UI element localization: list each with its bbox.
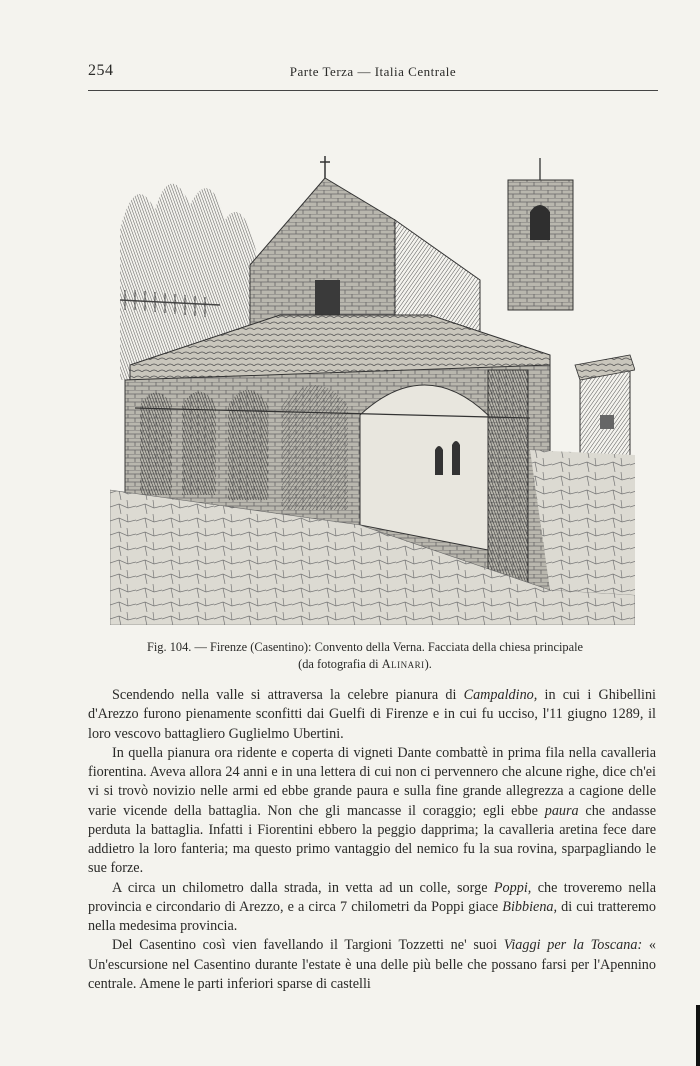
paragraph-2-text-b: che andasse perduta la battaglia. Infatti i Fiorentini ebbero la peggio dapprima; la cavalleria aretina fece dare addietro la loro fanteria; ma questo primo vantaggio del nemico fu la sua rovina, sparpagliando le sue forze. — [88, 802, 656, 877]
page-number: 254 — [88, 62, 114, 79]
figure-engraving-church-facade — [110, 150, 635, 625]
running-title: Parte Terza — Italia Centrale — [289, 64, 457, 79]
paragraph-1-text-a: Scendendo nella valle si attraversa la celebre pianura di — [112, 687, 464, 703]
paragraph-4 — [88, 936, 656, 994]
place-campaldino: Campaldino, — [463, 687, 538, 703]
caption-credit: Alinari — [381, 657, 425, 671]
header-rule — [88, 90, 658, 91]
engraving-illustration — [110, 150, 635, 625]
caption-source-prefix: (da fotografia di — [298, 657, 382, 671]
page-edge-shadow — [696, 1005, 700, 1066]
paragraph-1-text-b: in cui i Ghibellini d'Arezzo furono pienamente sconfitti dai Guelfi di Firenze e in cui fu ucciso, l'11 giugno 1289, il loro vescovo battagliero Guglielmo Ubertini. — [88, 687, 656, 742]
running-header — [88, 62, 658, 84]
paragraph-1 — [88, 686, 656, 744]
caption-source-suffix: ). — [424, 657, 432, 671]
paragraph-3-text-a: A circa un chilometro dalla strada, in vetta ad un colle, sorge — [112, 879, 494, 896]
paragraph-3-text-c: di cui tratteremo nella medesima provincia. — [88, 898, 656, 934]
paragraph-4-text-b: « Un'escursione nel Casentino durante l'estate è una delle più belle che possano farsi per l'Apennino centrale. Amene le parti inferiori sparse di castelli — [88, 937, 656, 992]
book-title-viaggi: Viaggi per la Toscana: — [503, 937, 643, 954]
paragraph-3 — [88, 879, 656, 937]
caption-line-2 — [60, 656, 670, 673]
paragraph-2-text-a: In quella pianura ora ridente e coperta di vigneti Dante combattè in prima fila nella cavalleria fiorentina. Aveva allora 24 anni e in una lettera di cui non ci pervennero che alcune righe, dice ch'ei vi si trovò novizio nelle armi ed ebbe grande paura e sulla fine grande allegrezza a cagione delle varie vicende della battaglia. Non che gli mancasse il coraggio; egli ebbe — [88, 744, 656, 819]
paragraph-3-text-b: che troveremo nella provincia e circondario di Arezzo, e a circa 7 chilometri da Poppi giace — [88, 879, 656, 915]
figure-caption — [60, 639, 670, 673]
paragraph-2 — [88, 744, 656, 879]
caption-line-1: Fig. 104. — Firenze (Casentino): Convento della Verna. Facciata della chiesa principale — [146, 640, 584, 654]
body-text — [88, 686, 656, 994]
place-bibbiena: Bibbiena, — [502, 898, 558, 915]
place-poppi: Poppi, — [493, 879, 532, 896]
word-paura: paura — [544, 802, 579, 819]
paragraph-4-text-a: Del Casentino così vien favellando il Targioni Tozzetti ne' suoi — [112, 937, 504, 954]
